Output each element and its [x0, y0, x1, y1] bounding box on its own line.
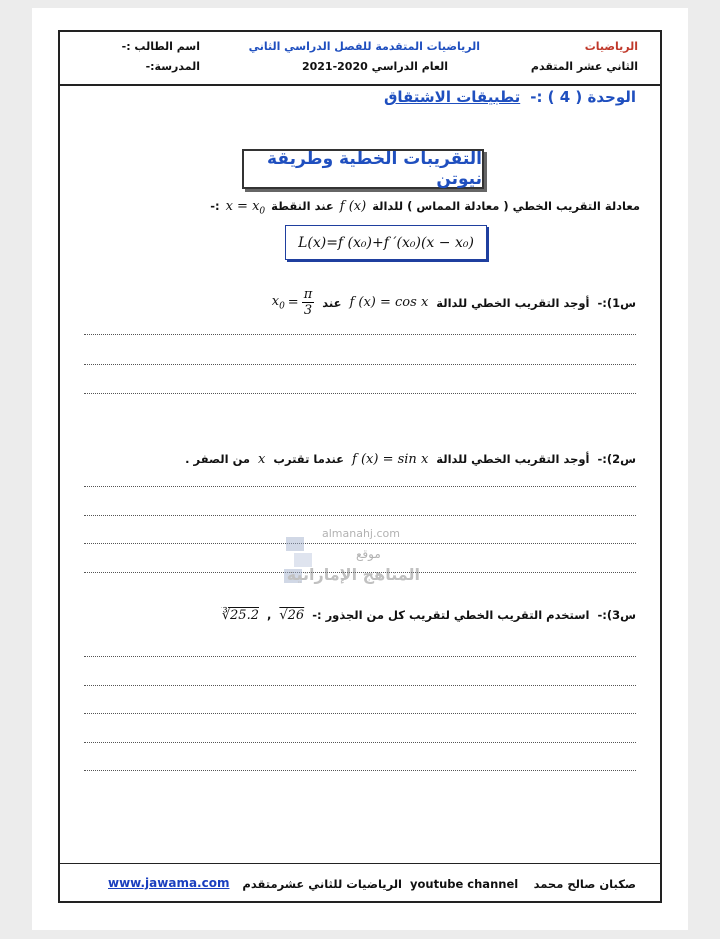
footer-divider	[60, 863, 660, 864]
student-name-field: اسم الطالب :-	[121, 40, 200, 53]
definition-point: $x = x_0$	[225, 199, 266, 217]
answer-line[interactable]	[84, 393, 636, 394]
answer-line[interactable]	[84, 486, 636, 487]
header-divider	[60, 84, 660, 86]
definition-end: :-	[210, 199, 220, 213]
watermark-line1: موقع	[356, 547, 381, 561]
footer-channel-name: الرياضيات للثاني عشرمتقدم	[242, 877, 402, 891]
pi-over-3: $\frac{\pi}{3}$	[303, 287, 313, 318]
answer-line[interactable]	[84, 656, 636, 657]
q2-tail: من الصفر .	[185, 452, 251, 466]
q3-root2: ∛25.2	[221, 608, 259, 623]
q2-var: x	[258, 452, 266, 467]
q3-sep: ,	[266, 608, 272, 622]
q2-label: س2):-	[597, 452, 636, 466]
answer-line[interactable]	[84, 742, 636, 743]
q2-when: عندما تقترب	[273, 452, 345, 466]
unit-title: تطبيقات الاشتقاق	[383, 88, 521, 106]
watermark	[270, 525, 430, 595]
q3-root1: √26	[279, 608, 305, 623]
lesson-title: التقريبات الخطية وطريقة نيوتن	[242, 149, 484, 189]
subject-label: الرياضيات	[584, 40, 638, 53]
q1-func: f (x) = cos x	[349, 295, 429, 310]
course-title: الرياضيات المتقدمة للفصل الدراسي الثاني	[248, 40, 480, 53]
school-field: المدرسة:-	[145, 60, 200, 73]
question-3	[222, 608, 636, 623]
q1-point: $x_0$ = $\frac{\pi}{3}$	[271, 287, 313, 318]
unit-label: الوحدة ( 4 ) :-	[530, 88, 636, 106]
q2-text: أوجد التقريب الخطي للدالة	[436, 452, 590, 466]
answer-line[interactable]	[84, 364, 636, 365]
watermark-line2: المناهج الإماراتية	[286, 565, 420, 584]
answer-line[interactable]	[84, 770, 636, 771]
q1-label: س1):-	[597, 295, 636, 310]
footer-channel: youtube channel	[410, 877, 519, 891]
footer-website-link[interactable]: www.jawama.com	[108, 876, 230, 890]
question-2	[185, 452, 636, 467]
q1-at: عند	[322, 295, 342, 310]
definition-at-point: عند النقطة	[271, 199, 334, 213]
answer-line[interactable]	[84, 334, 636, 335]
q3-text: استخدم التقريب الخطي لتقريب كل من الجذور :-	[312, 608, 590, 622]
watermark-site: almanahj.com	[322, 527, 400, 540]
definition-line	[210, 199, 640, 217]
q2-func: f (x) = sin x	[352, 452, 429, 467]
q3-label: س3):-	[597, 608, 636, 622]
answer-line[interactable]	[84, 713, 636, 714]
linear-approx-formula: L(x)=f (x₀)+f ′(x₀)(x − x₀)	[285, 225, 487, 260]
definition-func: f (x)	[339, 199, 367, 214]
question-1	[272, 287, 636, 318]
school-year: العام الدراسي 2020-2021	[301, 60, 449, 73]
unit-heading	[384, 88, 636, 106]
answer-line[interactable]	[84, 515, 636, 516]
grade-label: الثاني عشر المتقدم	[530, 60, 638, 73]
q1-text: أوجد التقريب الخطي للدالة	[436, 295, 590, 310]
watermark-logo-icon	[280, 533, 320, 593]
answer-line[interactable]	[84, 685, 636, 686]
footer-author: صكبان صالح محمد	[533, 877, 636, 891]
definition-text: معادلة التقريب الخطي ( معادلة المماس ) للدالة	[372, 199, 640, 213]
